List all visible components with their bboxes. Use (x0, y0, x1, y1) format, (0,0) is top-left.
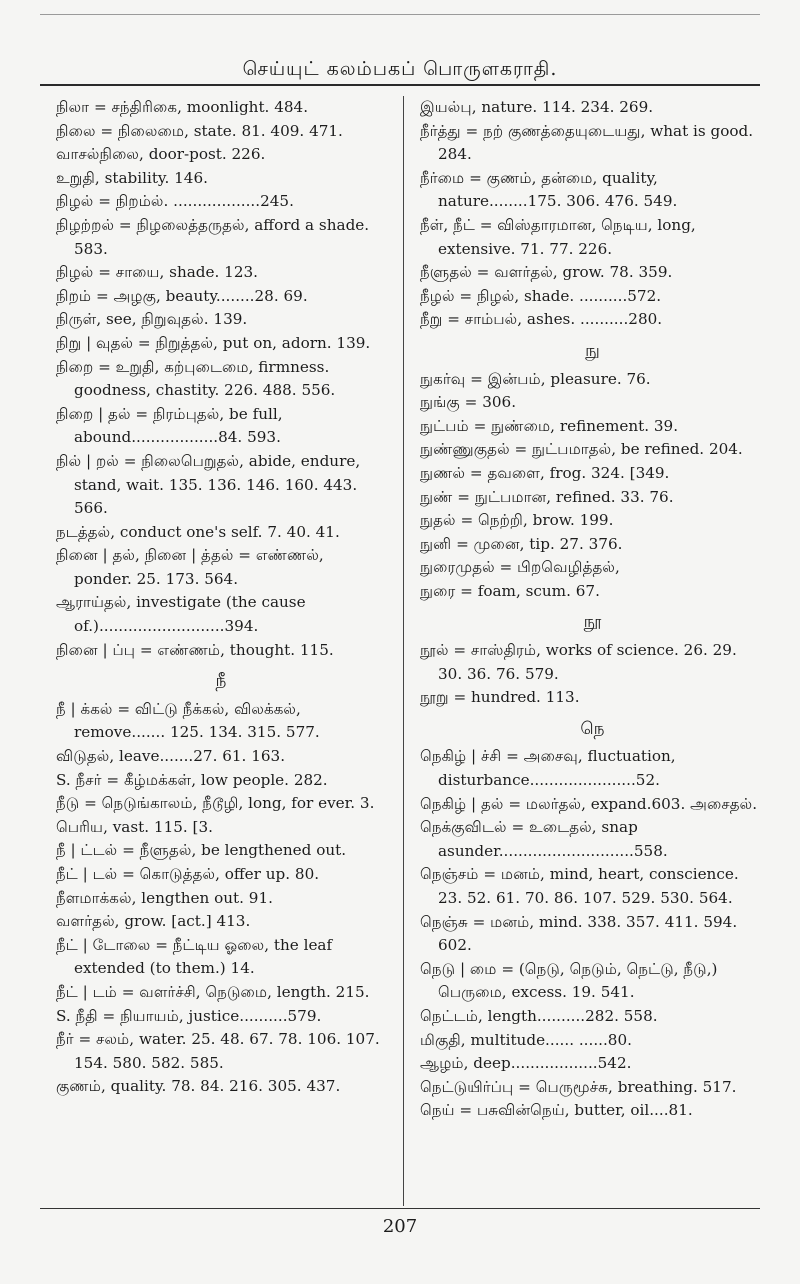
entry: நீர்மை = குணம், தன்மை, quality, nature........175. 306. 476. 549. (420, 168, 678, 211)
entry: நுணல் = தவளை, frog. 324. [349. (420, 463, 670, 482)
left-column (56, 96, 386, 1099)
right-column (420, 96, 765, 1123)
entry: நூல் = சாஸ்திரம், works of science. 26. 29. 30. 36. 76. 579. (420, 641, 737, 683)
entry: நீ | க்கல் = விட்டு நீக்கல், விலக்கல், remove....... 125. 134. 315. 577. (56, 699, 320, 742)
entry: நெட்டுயிர்ப்பு = பெருமூச்சு, breathing. 517. (420, 1077, 737, 1096)
entry: நிறை = உறுதி, கற்புடைமை, firmness. goodness, chastity. 226. 488. 556. (56, 357, 336, 400)
entry: நிழல் = நிறம்ல். ..................245. (56, 192, 294, 211)
entry: நெட்டம், length..........282. 558. (420, 1006, 658, 1025)
entry: நிலா = சந்திரிகை, moonlight. 484. (56, 98, 309, 116)
entry: நுங்கு = 306. (420, 393, 517, 412)
entry: நுண்ணுகுதல் = நுட்பமாதல், be refined. 204. (420, 440, 743, 459)
entry: நீட் | டல் = கொடுத்தல், offer up. 80. (56, 865, 320, 883)
entry: மிகுதி, multitude...... ......80. (420, 1030, 632, 1049)
entry: நுட்பம் = நுண்மை, refinement. 39. (420, 416, 679, 435)
entry: இயல்பு, nature. 114. 234. 269. (420, 98, 654, 116)
entry: நீழல் = நிழல், shade. ..........572. (420, 286, 662, 305)
entry: நெஞ்சு = மனம், mind. 338. 357. 411. 594. 602. (420, 912, 738, 955)
entry: S. நீதி = நியாயம், justice..........579. (56, 1006, 322, 1025)
section-letter: நு (585, 340, 600, 361)
section-letter: நூ (583, 612, 602, 633)
entry: வாசல்நிலை, door-post. 226. (56, 145, 266, 164)
entry: வளர்தல், grow. [act.] 413. (56, 912, 251, 931)
entry: நுரை = foam, scum. 67. (420, 581, 600, 600)
entry: நுதல் = நெற்றி, brow. 199. (420, 511, 614, 530)
entry: நீட் | டோலை = நீட்டிய ஓலை, the leaf extended (to them.) 14. (56, 935, 333, 978)
entry: நீள், நீட் = விஸ்தாரமான, நெடிய, long, extensive. 71. 77. 226. (420, 215, 696, 258)
entry: நடத்தல், conduct one's self. 7. 40. 41. (56, 522, 340, 541)
entry: S. நீசர் = கீழ்மக்கள், low people. 282. (56, 770, 328, 789)
running-title: செய்யுட் கலம்பகப் பொருளகராதி. (242, 58, 558, 80)
entry: நூறு = hundred. 113. (420, 688, 580, 707)
entry: நெடு | மை = (நெடு, நெடும், நெட்டு, நீடு,) பெருமை, excess. 19. 541. (420, 959, 718, 1002)
entry: நுண் = நுட்பமான, refined. 33. 76. (420, 487, 674, 506)
entry: நீளமாக்கல், lengthen out. 91. (56, 888, 273, 907)
entry: நீர் = சலம், water. 25. 48. 67. 78. 106. 107. 154. 580. 582. 585. (56, 1030, 380, 1072)
entry: நுரைமுதல் = பிறவெழித்தல், (420, 558, 620, 577)
footer-rule (40, 1208, 760, 1209)
entry: நுகர்வு = இன்பம், pleasure. 76. (420, 369, 651, 388)
entry: நிருள், see, நிறுவுதல். 139. (56, 310, 248, 329)
entry: நெய் = பசுவின்நெய், butter, oil....81. (420, 1101, 693, 1120)
entry: நில் | றல் = நிலைபெறுதல், abide, endure, stand, wait. 135. 136. 146. 160. 443. 566. (56, 451, 361, 518)
entry: நிலை = நிலைமை, state. 81. 409. 471. (56, 121, 343, 140)
entry: விடுதல், leave.......27. 61. 163. (56, 747, 286, 766)
entry: நீ | ட்டல் = நீளுதல், be lengthened out. (56, 841, 347, 860)
entry: உறுதி, stability. 146. (56, 168, 208, 187)
entry: நிறு | வுதல் = நிறுத்தல், put on, adorn. 139. (56, 333, 371, 352)
entry: நெகிழ் | தல் = மலர்தல், expand.603. அசைதல். (420, 794, 758, 813)
entry: நிறம் = அழகு, beauty........28. 69. (56, 286, 308, 305)
entry: குணம், quality. 78. 84. 216. 305. 437. (56, 1077, 341, 1096)
entry: நீளுதல் = வளர்தல், grow. 78. 359. (420, 263, 673, 282)
entry: நீடு = நெடுங்காலம், நீடூழி, long, for ever. 3. (56, 794, 375, 813)
entry: நீறு = சாம்பல், ashes. ..........280. (420, 310, 663, 329)
section-letter: நெ (580, 718, 605, 739)
entry: நுனி = முனை, tip. 27. 376. (420, 534, 623, 553)
page-number: 207 (382, 1216, 418, 1237)
entry: ஆராய்தல், investigate (the cause of.)..........................394. (56, 593, 306, 636)
entry: நீர்த்து = நற் குணத்தையுடையது, what is good. 284. (420, 121, 754, 164)
entry: நினை | தல், நினை | த்தல் = எண்ணல், ponder. 25. 173. 564. (56, 546, 324, 588)
entry: நெகிழ் | ச்சி = அசைவு, fluctuation, disturbance......................52. (420, 747, 676, 790)
page-header (40, 14, 760, 86)
entry: நிறை | தல் = நிரம்புதல், be full, abound..................84. 593. (56, 404, 283, 447)
entry: ஆழம், deep..................542. (420, 1054, 632, 1073)
entry: நெக்குவிடல் = உடைதல், snap asunder............................558. (420, 818, 668, 860)
entry: நீட் | டம் = வளர்ச்சி, நெடுமை, length. 215. (56, 982, 370, 1001)
section-letter: நீ (215, 671, 227, 692)
entry: நிழல் = சாயை, shade. 123. (56, 263, 258, 282)
entry: நினை | ப்பு = எண்ணம், thought. 115. (56, 640, 334, 659)
entry: நிழற்றல் = நிழலைத்தருதல், afford a shade. 583. (56, 215, 370, 258)
entry: நெஞ்சம் = மனம், mind, heart, conscience. 23. 52. 61. 70. 86. 107. 529. 530. 564. (420, 865, 739, 907)
header-top-rule (40, 14, 760, 15)
column-divider (403, 96, 404, 1206)
entry: பெரிய, vast. 115. [3. (56, 817, 213, 836)
